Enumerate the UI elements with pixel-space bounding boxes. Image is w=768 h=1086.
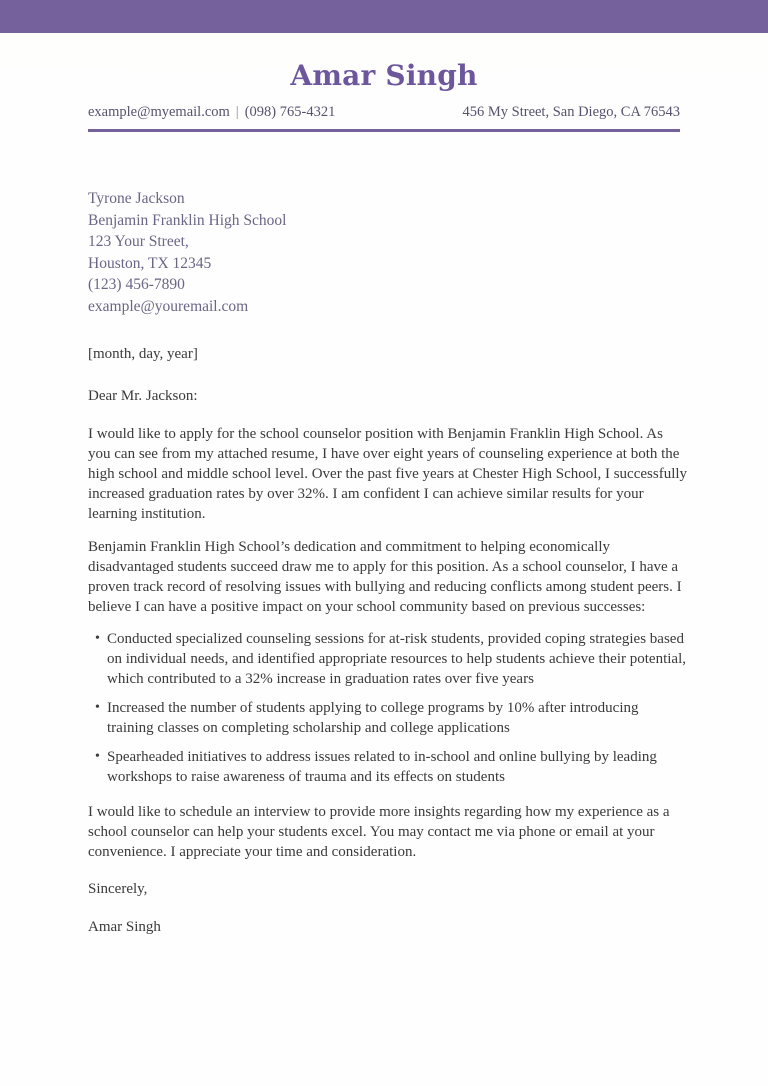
bullet-item: • Conducted specialized counseling sessions for at-risk students, provided coping strategies based on individual needs, and identified appropriate resources to help students achieve their potential, which contributed to a 32% increase in graduation rates over five years <box>107 629 688 689</box>
letter-body <box>88 344 688 937</box>
top-accent-bar <box>0 0 768 33</box>
body-paragraph-1: I would like to apply for the school counselor position with Benjamin Franklin High School. As you can see from my attached resume, I have over eight years of counseling experience at both the high school and middle school level. Over the past five years at Chester High School, I successfully increased graduation rates by over 32%. I am confident I can achieve similar results for your learning institution. <box>88 426 688 522</box>
recipient-phone: (123) 456-7890 <box>88 276 185 293</box>
signoff: Sincerely, <box>88 881 148 897</box>
page-title: Amar Singh <box>290 59 478 92</box>
recipient-email: example@youremail.com <box>88 297 249 315</box>
closing-paragraph: I would like to schedule an interview to provide more insights regarding how my experience as a school counselor can help your students excel. You may contact me via phone or email at your convenience. I appreciate your time and consideration. <box>88 804 670 860</box>
date-line: [month, day, year] <box>88 346 198 362</box>
bullet-item: • Spearheaded initiatives to address issues related to in-school and online bullying by leading workshops to raise awareness of trauma and its effects on students <box>107 747 688 787</box>
recipient-organization: Benjamin Franklin High School <box>88 211 287 229</box>
recipient-city-state-zip: Houston, TX 12345 <box>88 254 212 272</box>
contact-phone: (098) 765-4321 <box>244 104 336 120</box>
recipient-street: 123 Your Street, <box>88 233 189 250</box>
contact-email: example@myemail.com <box>88 104 230 120</box>
contact-address: 456 My Street, San Diego, CA 76543 <box>462 104 680 120</box>
contact-left-group <box>88 103 335 121</box>
signature: Amar Singh <box>88 919 161 935</box>
greeting: Dear Mr. Jackson: <box>88 388 198 404</box>
contact-separator: | <box>235 104 239 120</box>
recipient-name: Tyrone Jackson <box>88 190 185 207</box>
header-contact-section <box>88 103 680 132</box>
bullet-item: • Increased the number of students applying to college programs by 10% after introducing training classes on completing scholarship and college applications <box>107 698 688 738</box>
recipient-block <box>88 188 688 317</box>
achievements-bullet-list <box>88 629 688 787</box>
body-paragraph-2: Benjamin Franklin High School’s dedication and commitment to helping economically disadvantaged students succeed draw me to apply for this position. As a school counselor, I have a proven track record of resolving issues with bullying and reducing conflicts among student peers. I believe I can have a positive impact on your school community based on previous successes: <box>88 539 682 615</box>
